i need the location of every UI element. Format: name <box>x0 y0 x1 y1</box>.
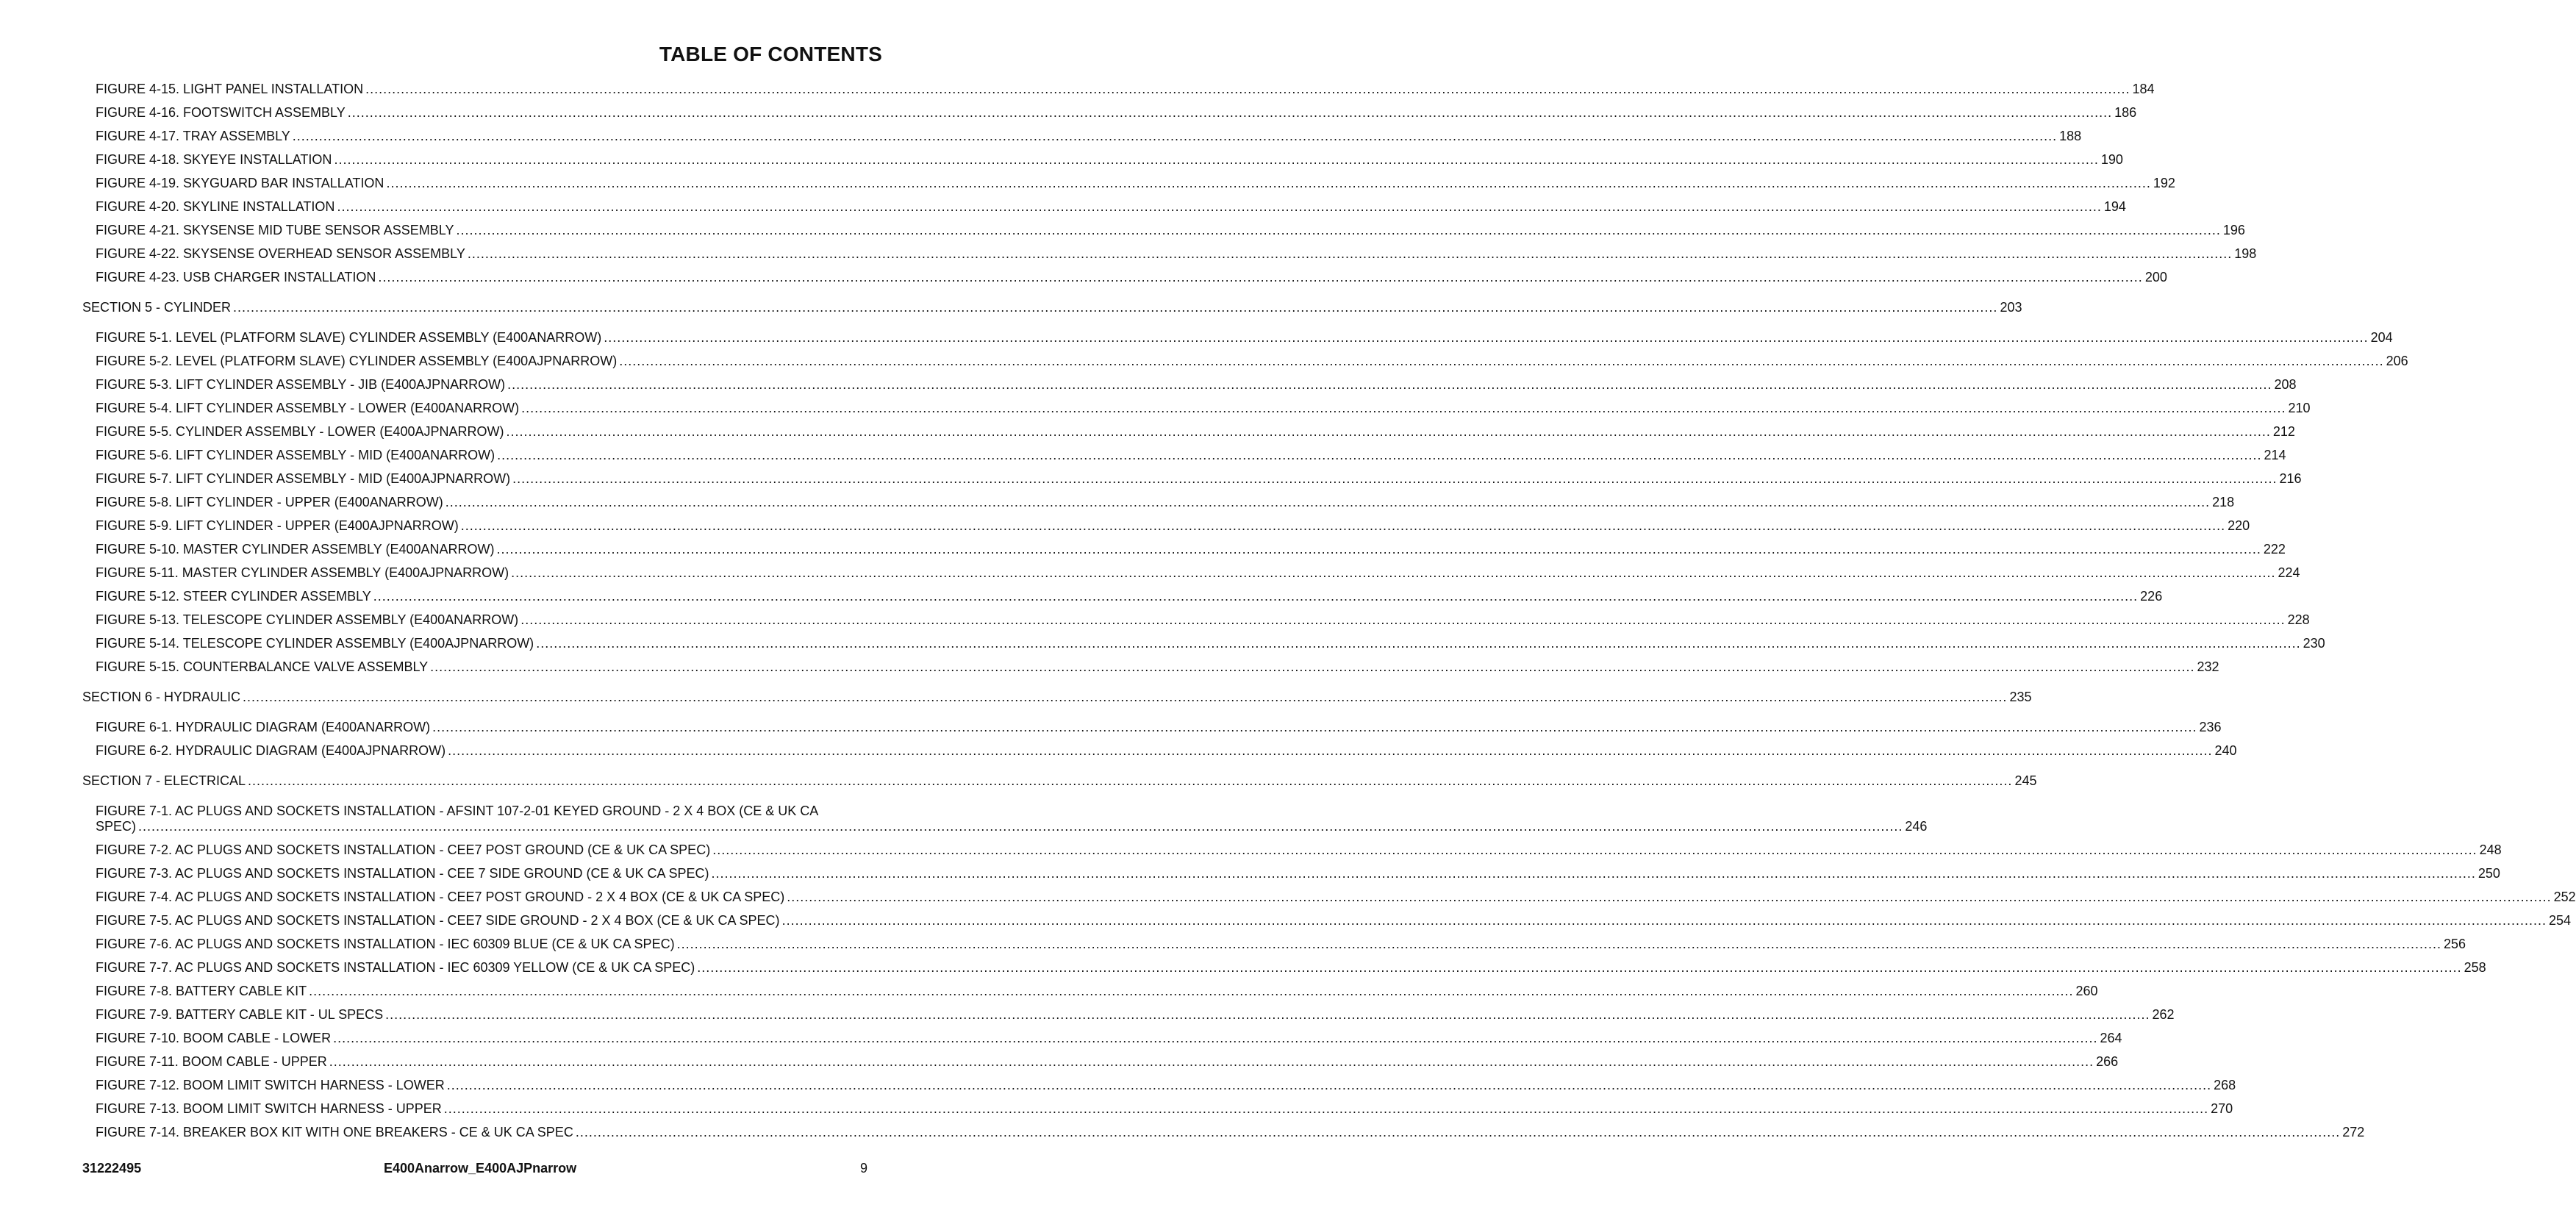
toc-entry-page: 232 <box>2197 659 2219 674</box>
toc-entry[interactable] <box>82 223 2245 238</box>
toc-dot-leader: ................................................................................................................................................................................................................................................................................................................................................................................................................ <box>337 199 2102 214</box>
toc-entry-page: 230 <box>2303 636 2325 651</box>
toc-entry[interactable] <box>82 636 2325 651</box>
toc-dot-leader: ................................................................................................................................................................................................................................................................................................................................................................................................................ <box>496 542 2261 557</box>
toc-dot-leader: ................................................................................................................................................................................................................................................................................................................................................................................................................ <box>432 720 2197 734</box>
toc-entry-label: FIGURE 5-9. LIFT CYLINDER - UPPER (E400AJPNARROW) <box>96 518 459 533</box>
toc-entry-page: 268 <box>2214 1078 2236 1092</box>
toc-entry-page: 250 <box>2477 866 2500 881</box>
toc-entry-label: FIGURE 7-6. AC PLUGS AND SOCKETS INSTALLATION - IEC 60309 BLUE (CE & UK CA SPEC) <box>96 937 675 951</box>
toc-dot-leader: ................................................................................................................................................................................................................................................................................................................................................................................................................ <box>712 842 2477 857</box>
toc-entry[interactable] <box>82 913 2571 928</box>
toc-entry[interactable] <box>82 129 2082 144</box>
toc-entry[interactable] <box>82 199 2126 215</box>
toc-entry-continuation <box>96 819 1928 834</box>
toc-entry-page: 252 <box>2553 890 2576 904</box>
toc-entry-label: FIGURE 7-14. BREAKER BOX KIT WITH ONE BREAKERS - CE & UK CA SPEC <box>96 1125 573 1139</box>
toc-dot-leader: ................................................................................................................................................................................................................................................................................................................................................................................................................ <box>243 690 2008 704</box>
toc-entry[interactable] <box>82 866 2500 881</box>
toc-entry-label: FIGURE 5-8. LIFT CYLINDER - UPPER (E400ANARROW) <box>96 495 443 509</box>
page-title: TABLE OF CONTENTS <box>659 43 882 65</box>
toc-dot-leader: ................................................................................................................................................................................................................................................................................................................................................................................................................ <box>233 300 1998 315</box>
toc-dot-leader: ................................................................................................................................................................................................................................................................................................................................................................................................................ <box>781 913 2547 928</box>
toc-entry-label: FIGURE 4-18. SKYEYE INSTALLATION <box>96 152 332 167</box>
toc-entry-label: FIGURE 5-15. COUNTERBALANCE VALVE ASSEMBLY <box>96 659 429 674</box>
toc-entry-label: FIGURE 5-13. TELESCOPE CYLINDER ASSEMBLY (E400ANARROW) <box>96 612 519 627</box>
toc-entry-label: FIGURE 6-2. HYDRAULIC DIAGRAM (E400AJPNARROW) <box>96 743 446 758</box>
toc-dot-leader: ................................................................................................................................................................................................................................................................................................................................................................................................................ <box>378 270 2143 285</box>
toc-entry-page: 228 <box>2287 612 2310 627</box>
table-of-contents <box>82 82 2576 1148</box>
toc-entry[interactable] <box>82 82 2155 97</box>
toc-entry-label: FIGURE 7-5. AC PLUGS AND SOCKETS INSTALLATION - CEE7 SIDE GROUND - 2 X 4 BOX (CE & UK CA SPEC) <box>96 913 780 928</box>
toc-dot-leader: ................................................................................................................................................................................................................................................................................................................................................................................................................ <box>619 354 2384 368</box>
toc-entry[interactable] <box>82 1054 2119 1070</box>
toc-dot-leader: ................................................................................................................................................................................................................................................................................................................................................................................................................ <box>385 1007 2150 1022</box>
toc-entry-page: 270 <box>2211 1101 2233 1116</box>
toc-entry-label: FIGURE 4-19. SKYGUARD BAR INSTALLATION <box>96 176 384 190</box>
footer-page-number: 9 <box>859 1161 867 1176</box>
toc-entry-page: 246 <box>1905 819 1928 834</box>
toc-entry-label-continued: SPEC) <box>96 819 137 834</box>
toc-entry-label: FIGURE 7-9. BATTERY CABLE KIT - UL SPECS <box>96 1007 384 1022</box>
toc-entry-page: 264 <box>2100 1031 2122 1045</box>
toc-entry[interactable] <box>82 105 2137 121</box>
toc-entry-page: 222 <box>2263 542 2286 557</box>
toc-entry-label: FIGURE 7-3. AC PLUGS AND SOCKETS INSTALLATION - CEE 7 SIDE GROUND (CE & UK CA SPEC) <box>96 866 709 881</box>
toc-entry-page: 218 <box>2212 495 2235 509</box>
toc-entry-label: FIGURE 5-6. LIFT CYLINDER ASSEMBLY - MID (E400ANARROW) <box>96 448 495 462</box>
toc-dot-leader: ................................................................................................................................................................................................................................................................................................................................................................................................................ <box>460 518 2226 533</box>
toc-dot-leader: ................................................................................................................................................................................................................................................................................................................................................................................................................ <box>365 82 2130 96</box>
toc-entry[interactable] <box>82 984 2098 999</box>
toc-entry-page: 192 <box>2153 176 2175 190</box>
toc-dot-leader: ................................................................................................................................................................................................................................................................................................................................................................................................................ <box>448 743 2213 758</box>
toc-entry-label: FIGURE 5-1. LEVEL (PLATFORM SLAVE) CYLINDER ASSEMBLY (E400ANARROW) <box>96 330 602 345</box>
toc-entry-label: FIGURE 5-14. TELESCOPE CYLINDER ASSEMBLY (E400AJPNARROW) <box>96 636 534 651</box>
toc-entry-label: FIGURE 4-22. SKYSENSE OVERHEAD SENSOR ASSEMBLY <box>96 246 465 261</box>
toc-entry[interactable] <box>82 842 2502 858</box>
toc-dot-leader: ................................................................................................................................................................................................................................................................................................................................................................................................................ <box>329 1054 2094 1069</box>
toc-entry-label: FIGURE 4-23. USB CHARGER INSTALLATION <box>96 270 376 285</box>
toc-entry[interactable] <box>82 1078 2236 1093</box>
toc-entry[interactable] <box>82 659 2219 675</box>
toc-dot-leader: ................................................................................................................................................................................................................................................................................................................................................................................................................ <box>520 612 2286 627</box>
toc-entry[interactable] <box>82 518 2250 534</box>
toc-entry[interactable] <box>82 448 2286 463</box>
footer-model: E400Anarrow_E400AJPnarrow <box>384 1161 577 1176</box>
toc-entry-label: FIGURE 5-10. MASTER CYLINDER ASSEMBLY (E400ANARROW) <box>96 542 495 557</box>
toc-entry-page: 260 <box>2075 984 2098 998</box>
toc-entry[interactable] <box>82 720 2222 735</box>
toc-entry-page: 196 <box>2222 223 2245 237</box>
toc-entry[interactable] <box>82 270 2167 285</box>
toc-dot-leader: ................................................................................................................................................................................................................................................................................................................................................................................................................ <box>604 330 2369 345</box>
toc-entry[interactable] <box>82 354 2408 369</box>
toc-entry-label: FIGURE 7-13. BOOM LIMIT SWITCH HARNESS - UPPER <box>96 1101 442 1116</box>
toc-entry[interactable] <box>82 1125 2365 1140</box>
toc-entry-page: 258 <box>2464 960 2486 975</box>
toc-entry-page: 194 <box>2103 199 2126 214</box>
toc-dot-leader: ................................................................................................................................................................................................................................................................................................................................................................................................................ <box>138 819 1903 834</box>
toc-dot-leader: ................................................................................................................................................................................................................................................................................................................................................................................................................ <box>309 984 2074 998</box>
toc-entry-label: FIGURE 5-7. LIFT CYLINDER ASSEMBLY - MID (E400AJPNARROW) <box>96 471 511 486</box>
toc-dot-leader: ................................................................................................................................................................................................................................................................................................................................................................................................................ <box>507 377 2272 392</box>
toc-entry-page: 208 <box>2274 377 2297 392</box>
toc-entry-label: FIGURE 7-8. BATTERY CABLE KIT <box>96 984 307 998</box>
toc-dot-leader: ................................................................................................................................................................................................................................................................................................................................................................................................................ <box>506 424 2271 439</box>
toc-entry-page: 245 <box>2014 773 2037 788</box>
toc-entry[interactable] <box>82 424 2295 440</box>
toc-entry-page: 220 <box>2228 518 2250 533</box>
toc-entry-page: 186 <box>2114 105 2137 120</box>
toc-entry-label: FIGURE 4-16. FOOTSWITCH ASSEMBLY <box>96 105 346 120</box>
toc-entry-page: 240 <box>2214 743 2237 758</box>
toc-entry-label: SECTION 6 - HYDRAULIC <box>82 690 241 704</box>
toc-dot-leader: ................................................................................................................................................................................................................................................................................................................................................................................................................ <box>676 937 2441 951</box>
toc-entry-page: 206 <box>2386 354 2408 368</box>
toc-entry-label: FIGURE 6-1. HYDRAULIC DIAGRAM (E400ANARROW) <box>96 720 431 734</box>
toc-dot-leader: ................................................................................................................................................................................................................................................................................................................................................................................................................ <box>248 773 2013 788</box>
toc-entry-page: 236 <box>2199 720 2222 734</box>
toc-entry-label: FIGURE 7-10. BOOM CABLE - LOWER <box>96 1031 332 1045</box>
toc-entry[interactable] <box>82 471 2302 487</box>
toc-entry-page: 256 <box>2443 937 2466 951</box>
toc-dot-leader: ................................................................................................................................................................................................................................................................................................................................................................................................................ <box>536 636 2301 651</box>
toc-entry-label: FIGURE 5-2. LEVEL (PLATFORM SLAVE) CYLINDER ASSEMBLY (E400AJPNARROW) <box>96 354 618 368</box>
toc-dot-leader: ................................................................................................................................................................................................................................................................................................................................................................................................................ <box>575 1125 2341 1139</box>
toc-entry-page: 212 <box>2272 424 2295 439</box>
toc-entry[interactable] <box>82 542 2286 557</box>
toc-dot-leader: ................................................................................................................................................................................................................................................................................................................................................................................................................ <box>512 471 2278 486</box>
toc-entry-page: 184 <box>2132 82 2155 96</box>
toc-entry-page: 226 <box>2140 589 2163 604</box>
toc-entry[interactable] <box>82 1031 2122 1046</box>
toc-entry[interactable] <box>82 743 2237 759</box>
toc-entry[interactable] <box>82 401 2311 416</box>
toc-entry-page: 190 <box>2100 152 2123 167</box>
toc-dot-leader: ................................................................................................................................................................................................................................................................................................................................................................................................................ <box>334 152 2099 167</box>
toc-entry[interactable] <box>82 176 2175 191</box>
toc-entry-label: FIGURE 7-12. BOOM LIMIT SWITCH HARNESS - LOWER <box>96 1078 445 1092</box>
toc-entry-label: FIGURE 7-2. AC PLUGS AND SOCKETS INSTALLATION - CEE7 POST GROUND (CE & UK CA SPEC) <box>96 842 711 857</box>
toc-entry-page: 262 <box>2152 1007 2175 1022</box>
toc-entry-page: 224 <box>2278 565 2300 580</box>
toc-dot-leader: ................................................................................................................................................................................................................................................................................................................................................................................................................ <box>697 960 2462 975</box>
toc-entry-page: 198 <box>2234 246 2257 261</box>
toc-entry-label: FIGURE 7-1. AC PLUGS AND SOCKETS INSTALLATION - AFSINT 107-2-01 KEYED GROUND - 2 X 4 BOX (CE & UK CA <box>96 804 819 818</box>
toc-dot-leader: ................................................................................................................................................................................................................................................................................................................................................................................................................ <box>446 1078 2212 1092</box>
toc-entry[interactable] <box>82 152 2123 168</box>
toc-section-entry[interactable] <box>82 773 2037 789</box>
toc-entry-label: FIGURE 4-20. SKYLINE INSTALLATION <box>96 199 335 214</box>
toc-entry[interactable] <box>82 377 2297 393</box>
toc-entry-label: FIGURE 4-21. SKYSENSE MID TUBE SENSOR ASSEMBLY <box>96 223 454 237</box>
page-footer <box>82 1161 882 1178</box>
toc-entry-label: FIGURE 5-5. CYLINDER ASSEMBLY - LOWER (E400AJPNARROW) <box>96 424 504 439</box>
toc-dot-leader: ................................................................................................................................................................................................................................................................................................................................................................................................................ <box>347 105 2113 120</box>
toc-dot-leader: ................................................................................................................................................................................................................................................................................................................................................................................................................ <box>711 866 2476 881</box>
toc-entry[interactable] <box>82 246 2257 262</box>
toc-entry-page: 214 <box>2264 448 2286 462</box>
toc-entry[interactable] <box>82 495 2235 510</box>
toc-entry-label: FIGURE 5-11. MASTER CYLINDER ASSEMBLY (E400AJPNARROW) <box>96 565 509 580</box>
toc-entry-label: FIGURE 4-17. TRAY ASSEMBLY <box>96 129 290 143</box>
toc-entry-label: FIGURE 5-3. LIFT CYLINDER ASSEMBLY - JIB (E400AJPNARROW) <box>96 377 506 392</box>
toc-dot-leader: ................................................................................................................................................................................................................................................................................................................................................................................................................ <box>467 246 2233 261</box>
toc-entry[interactable] <box>82 960 2486 976</box>
toc-entry[interactable] <box>82 937 2466 952</box>
toc-entry-page: 272 <box>2342 1125 2365 1139</box>
toc-dot-leader: ................................................................................................................................................................................................................................................................................................................................................................................................................ <box>386 176 2151 190</box>
footer-doc-number: 31222495 <box>82 1161 142 1176</box>
toc-dot-leader: ................................................................................................................................................................................................................................................................................................................................................................................................................ <box>497 448 2262 462</box>
toc-entry-page: 248 <box>2479 842 2502 857</box>
toc-entry[interactable] <box>82 589 2163 604</box>
toc-entry-label: SECTION 7 - ELECTRICAL <box>82 773 246 788</box>
toc-dot-leader: ................................................................................................................................................................................................................................................................................................................................................................................................................ <box>787 890 2552 904</box>
toc-dot-leader: ................................................................................................................................................................................................................................................................................................................................................................................................................ <box>373 589 2139 604</box>
toc-entry-page: 235 <box>2009 690 2032 704</box>
toc-entry-label: FIGURE 5-12. STEER CYLINDER ASSEMBLY <box>96 589 371 604</box>
toc-entry-label: FIGURE 5-4. LIFT CYLINDER ASSEMBLY - LOWER (E400ANARROW) <box>96 401 520 415</box>
toc-entry-label: FIGURE 7-11. BOOM CABLE - UPPER <box>96 1054 327 1069</box>
toc-entry[interactable] <box>82 565 2300 581</box>
toc-dot-leader: ................................................................................................................................................................................................................................................................................................................................................................................................................ <box>445 495 2211 509</box>
toc-dot-leader: ................................................................................................................................................................................................................................................................................................................................................................................................................ <box>292 129 2058 143</box>
toc-entry[interactable] <box>82 1007 2175 1023</box>
toc-entry-page: 216 <box>2279 471 2302 486</box>
toc-entry[interactable] <box>82 1101 2233 1117</box>
toc-dot-leader: ................................................................................................................................................................................................................................................................................................................................................................................................................ <box>521 401 2286 415</box>
toc-entry-page: 204 <box>2370 330 2393 345</box>
toc-entry-page: 266 <box>2096 1054 2119 1069</box>
toc-dot-leader: ................................................................................................................................................................................................................................................................................................................................................................................................................ <box>456 223 2221 237</box>
toc-dot-leader: ................................................................................................................................................................................................................................................................................................................................................................................................................ <box>333 1031 2098 1045</box>
toc-entry[interactable] <box>82 612 2310 628</box>
toc-entry-page: 203 <box>2000 300 2022 315</box>
toc-entry-label: FIGURE 7-7. AC PLUGS AND SOCKETS INSTALLATION - IEC 60309 YELLOW (CE & UK CA SPEC) <box>96 960 695 975</box>
toc-entry-label: SECTION 5 - CYLINDER <box>82 300 232 315</box>
toc-entry[interactable] <box>82 804 1928 834</box>
toc-dot-leader: ................................................................................................................................................................................................................................................................................................................................................................................................................ <box>430 659 2195 674</box>
toc-dot-leader: ................................................................................................................................................................................................................................................................................................................................................................................................................ <box>443 1101 2209 1116</box>
toc-entry-page: 210 <box>2288 401 2311 415</box>
toc-entry-label: FIGURE 4-15. LIGHT PANEL INSTALLATION <box>96 82 364 96</box>
toc-entry-label: FIGURE 7-4. AC PLUGS AND SOCKETS INSTALLATION - CEE7 POST GROUND - 2 X 4 BOX (CE & UK CA SPEC) <box>96 890 785 904</box>
toc-entry-page: 188 <box>2059 129 2082 143</box>
toc-section-entry[interactable] <box>82 300 2022 315</box>
toc-entry-page: 254 <box>2548 913 2571 928</box>
toc-entry[interactable] <box>82 330 2393 346</box>
toc-entry-page: 200 <box>2144 270 2167 285</box>
toc-entry[interactable] <box>82 890 2576 905</box>
toc-dot-leader: ................................................................................................................................................................................................................................................................................................................................................................................................................ <box>511 565 2276 580</box>
toc-section-entry[interactable] <box>82 690 2032 705</box>
